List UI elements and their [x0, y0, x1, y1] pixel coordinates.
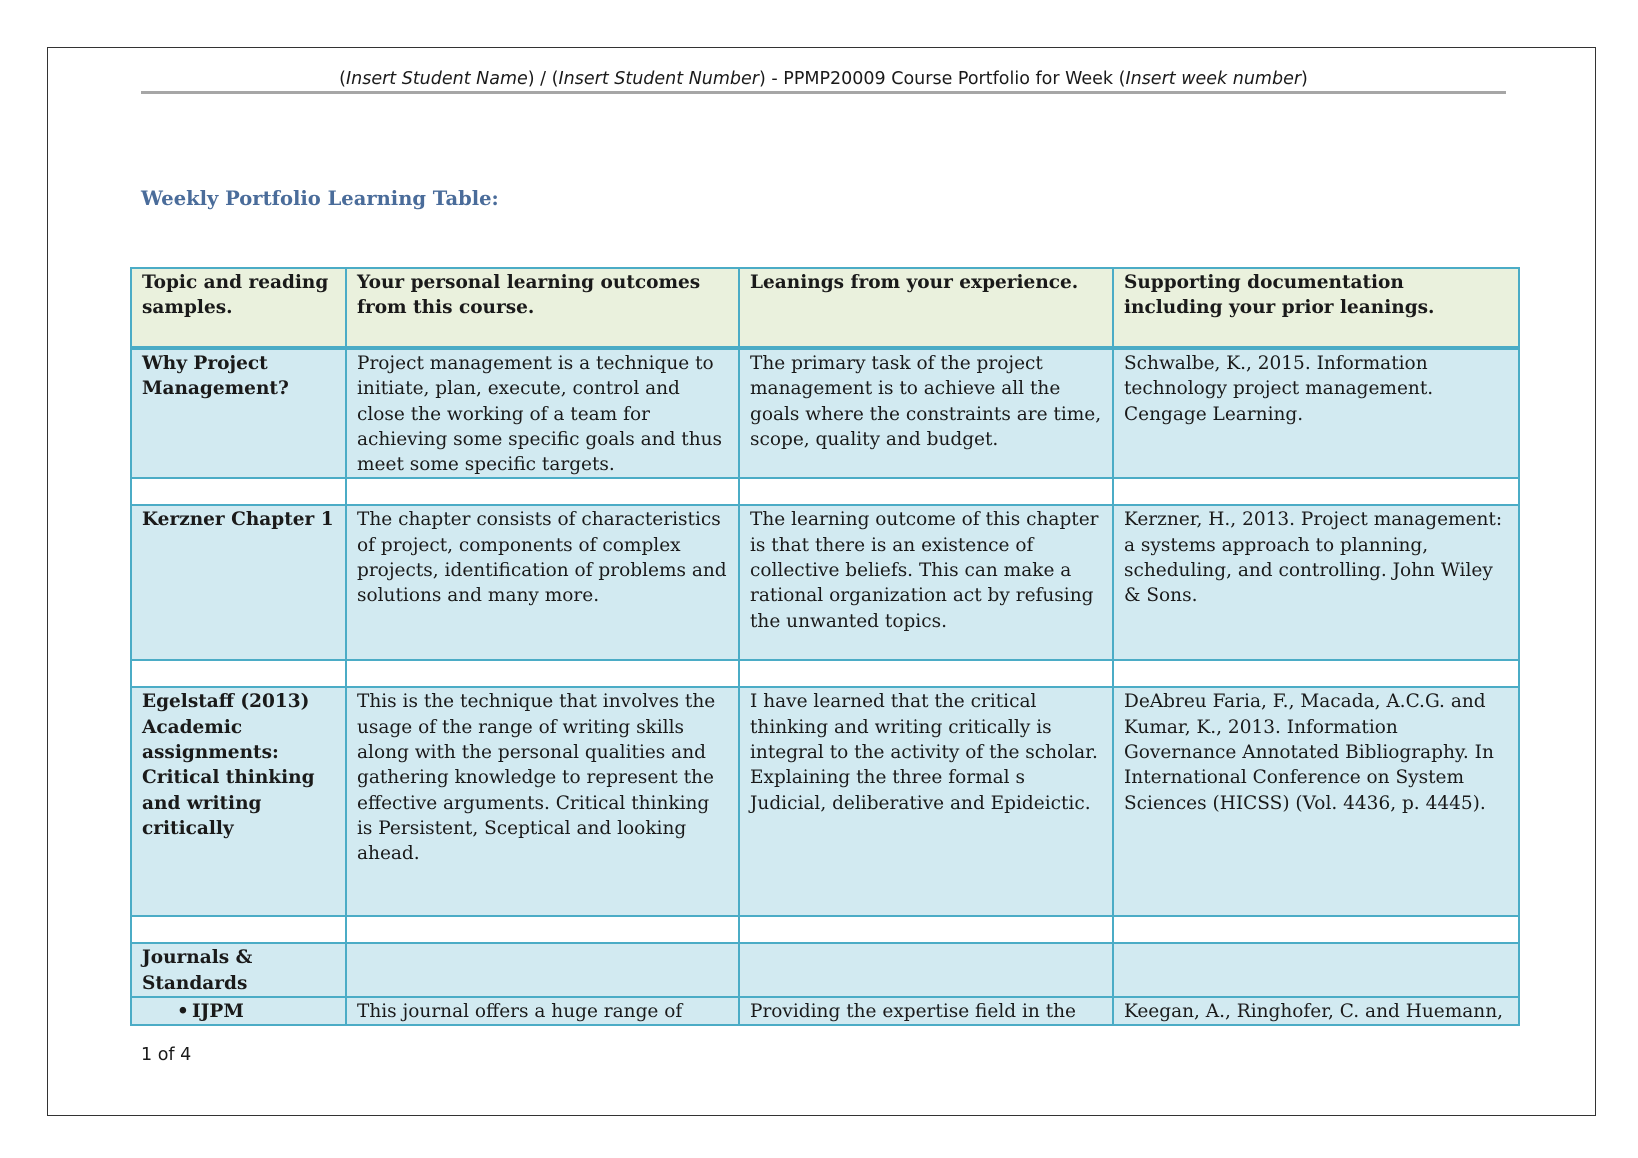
table-heading: Weekly Portfolio Learning Table:: [141, 187, 499, 210]
row-experience: The learning outcome of this chapter is that there is an existence of collective beliefs. This can make a rational organization act by refusing the unwanted topics.: [739, 505, 1113, 660]
spacer-row: [131, 916, 1519, 943]
header-outcomes: Your personal learning outcomes from this course.: [346, 268, 739, 348]
table-row: [131, 687, 1519, 916]
row-documentation: [1113, 943, 1519, 997]
spacer-row: [131, 478, 1519, 505]
table-header-row: [131, 268, 1519, 348]
row-experience: [739, 943, 1113, 997]
row-topic: Journals & Standards: [131, 943, 346, 997]
student-name-placeholder: Insert Student Name: [345, 69, 528, 89]
header-documentation: Supporting documentation including your prior leanings.: [1113, 268, 1519, 348]
bullet-icon: •: [177, 1001, 189, 1023]
page-header: (Insert Student Name) / (Insert Student Number) - PPMP20009 Course Portfolio for Week (Insert week number): [141, 69, 1506, 94]
row-documentation: Keegan, A., Ringhofer, C. and Huemann,: [1113, 997, 1519, 1025]
row-topic: [131, 997, 346, 1025]
table-row: [131, 348, 1519, 478]
spacer-row: [131, 660, 1519, 687]
row-experience: Providing the expertise field in the: [739, 997, 1113, 1025]
row-experience: The primary task of the project management is to achieve all the goals where the constraints are time, scope, quality and budget.: [739, 348, 1113, 478]
table-row: [131, 997, 1519, 1025]
row-outcomes: This is the technique that involves the usage of the range of writing skills along with the personal qualities and gathering knowledge to represent the effective arguments. Critical thinking is Persistent, Sceptical and looking ahead.: [346, 687, 739, 916]
table-row: [131, 943, 1519, 997]
row-topic: Kerzner Chapter 1: [131, 505, 346, 660]
header-topic: Topic and reading samples.: [131, 268, 346, 348]
student-number-placeholder: Insert Student Number: [558, 69, 759, 89]
row-topic: Egelstaff (2013) Academic assignments: Critical thinking and writing critically: [131, 687, 346, 916]
header-experience: Leanings from your experience.: [739, 268, 1113, 348]
page-number: 1 of 4: [141, 1045, 192, 1065]
row-outcomes: This journal offers a huge range of: [346, 997, 739, 1025]
row-outcomes: [346, 943, 739, 997]
row-experience: I have learned that the critical thinking and writing critically is integral to the activity of the scholar. Explaining the three formal s Judicial, deliberative and Epideictic.: [739, 687, 1113, 916]
row-topic: Why Project Management?: [131, 348, 346, 478]
row-documentation: DeAbreu Faria, F., Macada, A.C.G. and Kumar, K., 2013. Information Governance Annotated Bibliography. In International Conference on System Sciences (HICSS) (Vol. 4436, p. 4445).: [1113, 687, 1519, 916]
learning-table: [130, 267, 1520, 1026]
week-number-placeholder: Insert week number: [1125, 69, 1302, 89]
row-documentation: Kerzner, H., 2013. Project management: a systems approach to planning, scheduling, and controlling. John Wiley & Sons.: [1113, 505, 1519, 660]
table-row: [131, 505, 1519, 660]
row-outcomes: Project management is a technique to initiate, plan, execute, control and close the working of a team for achieving some specific goals and thus meet some specific targets.: [346, 348, 739, 478]
row-topic-label: IJPM: [192, 1001, 244, 1023]
row-documentation: Schwalbe, K., 2015. Information technology project management. Cengage Learning.: [1113, 348, 1519, 478]
row-outcomes: The chapter consists of characteristics of project, components of complex projects, identification of problems and solutions and many more.: [346, 505, 739, 660]
